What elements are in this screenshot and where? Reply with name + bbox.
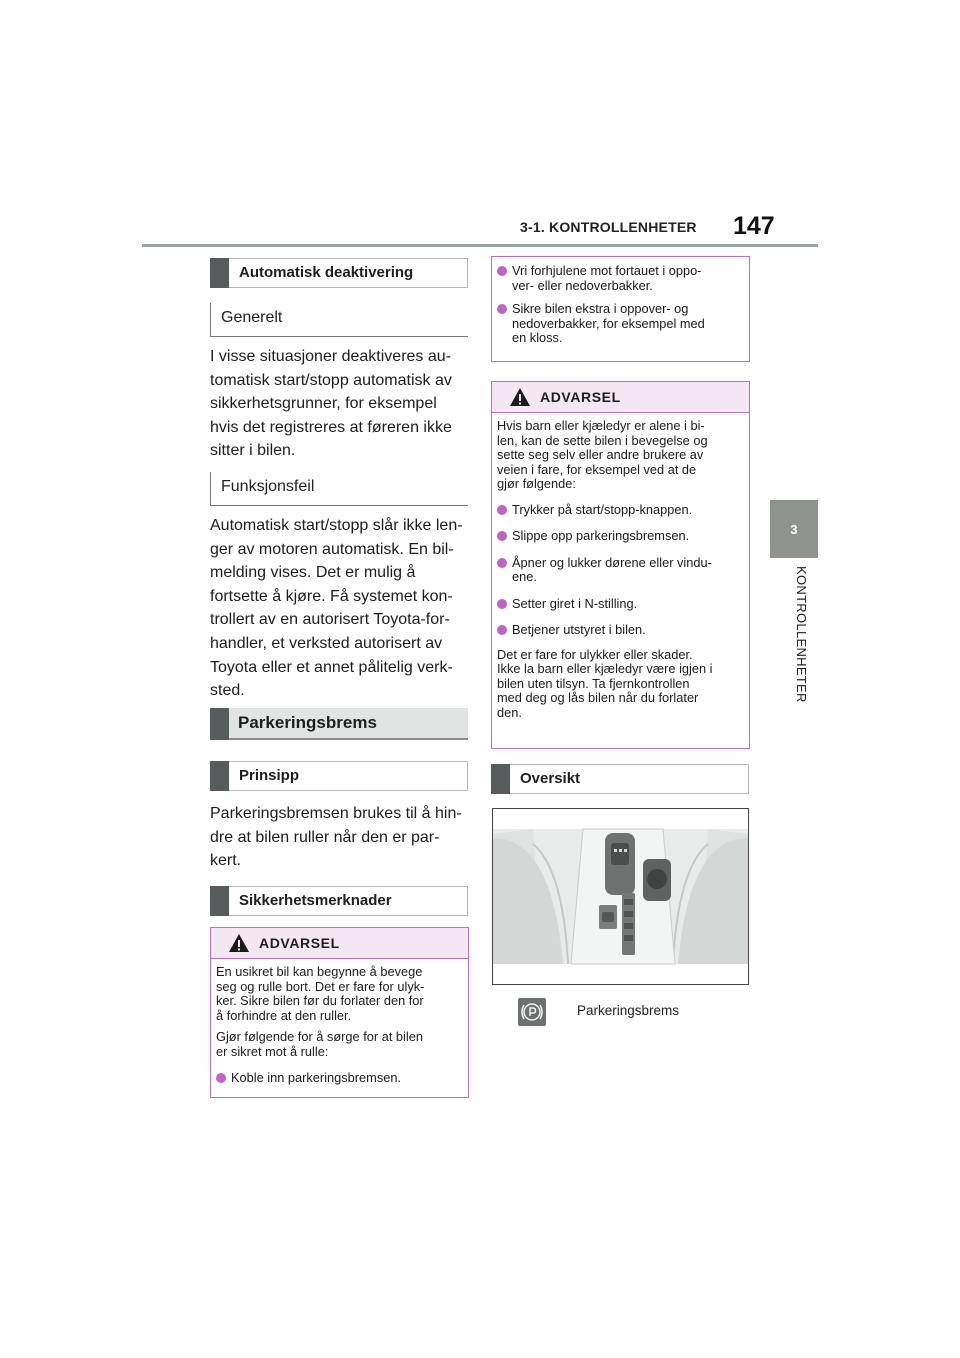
text-line: veien i fare, for eksempel ved at de	[497, 461, 697, 477]
bullet-dot-icon	[497, 531, 507, 541]
warning-bullet	[497, 623, 743, 638]
text-line: tomatisk start/stopp automatisk av	[210, 371, 452, 389]
note-bullet	[497, 264, 743, 293]
paragraph-general	[210, 345, 472, 463]
subheading-fault	[210, 472, 468, 506]
text-line: er sikret mot å rulle:	[216, 1043, 329, 1059]
bullet-text: Betjener utstyret i bilen.	[512, 622, 646, 637]
page-number: 147	[733, 212, 775, 240]
bullet-text: Trykker på start/stopp-knappen.	[512, 501, 693, 517]
chapter-side-label: KONTROLLENHETER	[794, 566, 809, 703]
text-line: bilen uten tilsyn. Ta fjernkontrollen	[497, 675, 690, 691]
warning-bullet	[497, 503, 743, 518]
warning-bullet	[216, 1071, 462, 1086]
warning-outro	[492, 638, 749, 721]
text-line: Vri forhjulene mot fortauet i oppo-	[512, 263, 702, 278]
text-line: Gjør følgende for å sørge for at bilen	[216, 1029, 423, 1044]
heading-marker	[210, 258, 229, 288]
bullet-dot-icon	[497, 558, 507, 568]
bullet-text: Koble inn parkeringsbremsen.	[231, 1070, 402, 1085]
warning-title: ADVARSEL	[540, 389, 621, 405]
heading-text: Prinsipp	[239, 767, 300, 784]
bullet-text: Slippe opp parkeringsbremsen.	[512, 528, 690, 543]
subheading-text: Funksjonsfeil	[221, 478, 315, 495]
warning-box-children	[491, 381, 750, 749]
text-line: hvis det registreres at føreren ikke	[210, 418, 452, 436]
heading-principle	[210, 761, 468, 791]
text-line: sitter i bilen.	[210, 442, 296, 460]
text-line: len, kan de sette bilen i bevegelse og	[497, 432, 708, 448]
bullet-text: Setter giret i N-stilling.	[512, 595, 638, 611]
note-bullet	[497, 302, 743, 346]
warning-text-2	[211, 1023, 468, 1059]
heading-marker	[210, 761, 229, 791]
chapter-tab	[770, 500, 818, 558]
text-line: sette seg selv eller andre brukere av	[497, 447, 704, 462]
section-title: 3-1. KONTROLLENHETER	[520, 219, 697, 235]
text-line: melding vises. Det er mulig å	[210, 564, 416, 582]
warning-title: ADVARSEL	[259, 935, 340, 951]
bullet-dot-icon	[497, 266, 507, 276]
bullet-dot-icon	[497, 599, 507, 609]
text-line: sikkerhetsgrunner, for eksempel	[210, 395, 437, 413]
heading-text: Automatisk deaktivering	[239, 264, 414, 281]
text-line: ver- eller nedoverbakker.	[512, 277, 653, 293]
heading-text: Parkeringsbrems	[238, 713, 377, 732]
bullet-dot-icon	[497, 625, 507, 635]
heading-parking-brake	[210, 708, 468, 740]
text-line: fortsette å kjøre. Få systemet kon-	[210, 587, 453, 605]
warning-intro	[492, 413, 749, 492]
text-line: kert.	[210, 852, 242, 870]
heading-marker	[210, 708, 229, 740]
text-line: Det er fare for ulykker eller skader.	[497, 646, 693, 662]
subheading-general	[210, 303, 468, 337]
warning-header	[492, 382, 749, 413]
text-line: Åpner og lukker dørene eller vindu-	[512, 554, 712, 570]
legend-label: Parkeringsbrems	[577, 1003, 680, 1018]
subheading-text: Generelt	[221, 309, 283, 326]
paragraph-fault	[210, 514, 472, 703]
heading-marker	[210, 886, 229, 916]
warning-bullet	[497, 529, 743, 544]
text-line: gjør følgende:	[497, 476, 576, 491]
heading-overview	[491, 764, 749, 794]
heading-safety-notes	[210, 886, 468, 916]
warning-triangle-icon	[228, 933, 250, 953]
note-box-wheels	[491, 256, 750, 362]
chapter-number: 3	[790, 521, 798, 537]
text-line: trollert av en autorisert Toyota-for-	[210, 611, 450, 629]
text-line: Toyota eller et annet pålitelig verk-	[210, 658, 453, 676]
text-line: ene.	[512, 569, 537, 584]
text-line: å forhindre at den ruller.	[216, 1007, 352, 1023]
warning-bullet	[497, 556, 743, 585]
text-line: Hvis barn eller kjæledyr er alene i bi-	[497, 418, 705, 433]
text-line: I visse situasjoner deaktiveres au-	[210, 348, 451, 365]
warning-bullet	[497, 597, 743, 612]
heading-text: Sikkerhetsmerknader	[239, 892, 392, 909]
warning-triangle-icon	[509, 387, 531, 407]
text-line: Sikre bilen ekstra i oppover- og	[512, 301, 689, 316]
text-line: med deg og lås bilen når du forlater	[497, 690, 699, 705]
heading-automatic-deactivation	[210, 258, 468, 288]
bullet-dot-icon	[497, 304, 507, 314]
text-line: Ikke la barn eller kjæledyr være igjen i	[497, 661, 713, 676]
center-console-drawing	[493, 809, 748, 984]
paragraph-principle	[210, 802, 472, 873]
text-line: nedoverbakker, for eksempel med	[512, 315, 705, 331]
text-line: den.	[497, 704, 522, 720]
bullet-dot-icon	[497, 505, 507, 515]
warning-box-rolling	[210, 927, 469, 1098]
warning-header	[211, 928, 468, 959]
text-line: Automatisk start/stopp slår ikke len-	[210, 517, 463, 534]
center-console-illustration	[492, 808, 749, 985]
parking-brake-icon	[518, 998, 546, 1026]
text-line: en kloss.	[512, 330, 563, 345]
text-line: ger av motoren automatisk. En bil-	[210, 540, 454, 558]
header-rule	[142, 244, 818, 247]
heading-marker	[491, 764, 510, 794]
text-line: seg og rulle bort. Det er fare for ulyk-	[216, 978, 425, 994]
text-line: sted.	[210, 682, 245, 700]
text-line: Parkeringsbremsen brukes til å hin-	[210, 805, 462, 822]
text-line: dre at bilen ruller når den er par-	[210, 828, 440, 846]
heading-text: Oversikt	[520, 770, 581, 787]
warning-text-1	[211, 959, 468, 1023]
text-line: En usikret bil kan begynne å bevege	[216, 964, 423, 979]
text-line: ker. Sikre bilen før du forlater den for	[216, 993, 424, 1008]
text-line: handler, et verksted autorisert av	[210, 634, 443, 652]
bullet-dot-icon	[216, 1073, 226, 1083]
